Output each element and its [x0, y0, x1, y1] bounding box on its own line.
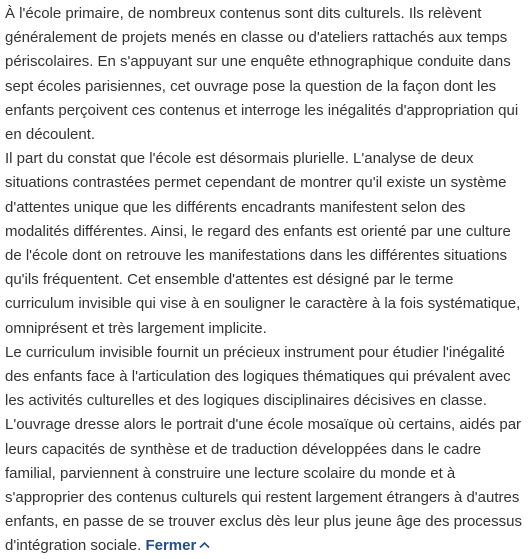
description-paragraph-1: À l'école primaire, de nombreux contenus sont dits culturels. Ils relèvent généralement de projets menés en classe ou d'ateliers rattachés aux temps périscolaires. En s'appuyant sur une enquête ethnographique conduite dans sept écoles parisiennes, cet ouvrage pose la question de la façon dont les enfants perçoivent ces contenus et interroge les inégalités d'appropriation qui en découlent. [5, 5, 519, 144]
chevron-up-icon [199, 533, 210, 557]
description-paragraph-2: Il part du constat que l'école est désormais plurielle. L'analyse de deux situations contrastées permet cependant de montrer qu'il existe un système d'attentes unique que les différents encadrants manifestent selon des modalités différentes. Ainsi, le regard des enfants est orienté par une culture de l'école dont on retrouve les manifestations dans les différentes situations qu'ils fréquentent. Cet ensemble d'attentes est désigné par le terme curriculum invisible qui vise à en souligner le caractère à la fois systématique, omniprésent et très largement implicite. [5, 150, 521, 337]
collapse-label: Fermer [145, 537, 197, 555]
description-paragraph-3-text: Le curriculum invisible fournit un précieux instrument pour étudier l'inégalité des enfants face à l'articulation des logiques thématiques qui prévalent avec les activités culturelles et des logiques disciplinaires décisives en classe. L'ouvrage dresse alors le portrait d'une école mosaïque où certains, aidés par leurs capacités de synthèse et de traduction développées dans le cadre familial, parviennent à construire une lecture scolaire du monde et à s'approprier des contenus culturels qui restent largement étrangers à d'autres enfants, en passe de se trouver exclus dès leur plus jeune âge des processus d'intégration sociale. [5, 343, 522, 555]
book-description [5, 2, 523, 559]
collapse-description-link[interactable] [145, 537, 210, 554]
